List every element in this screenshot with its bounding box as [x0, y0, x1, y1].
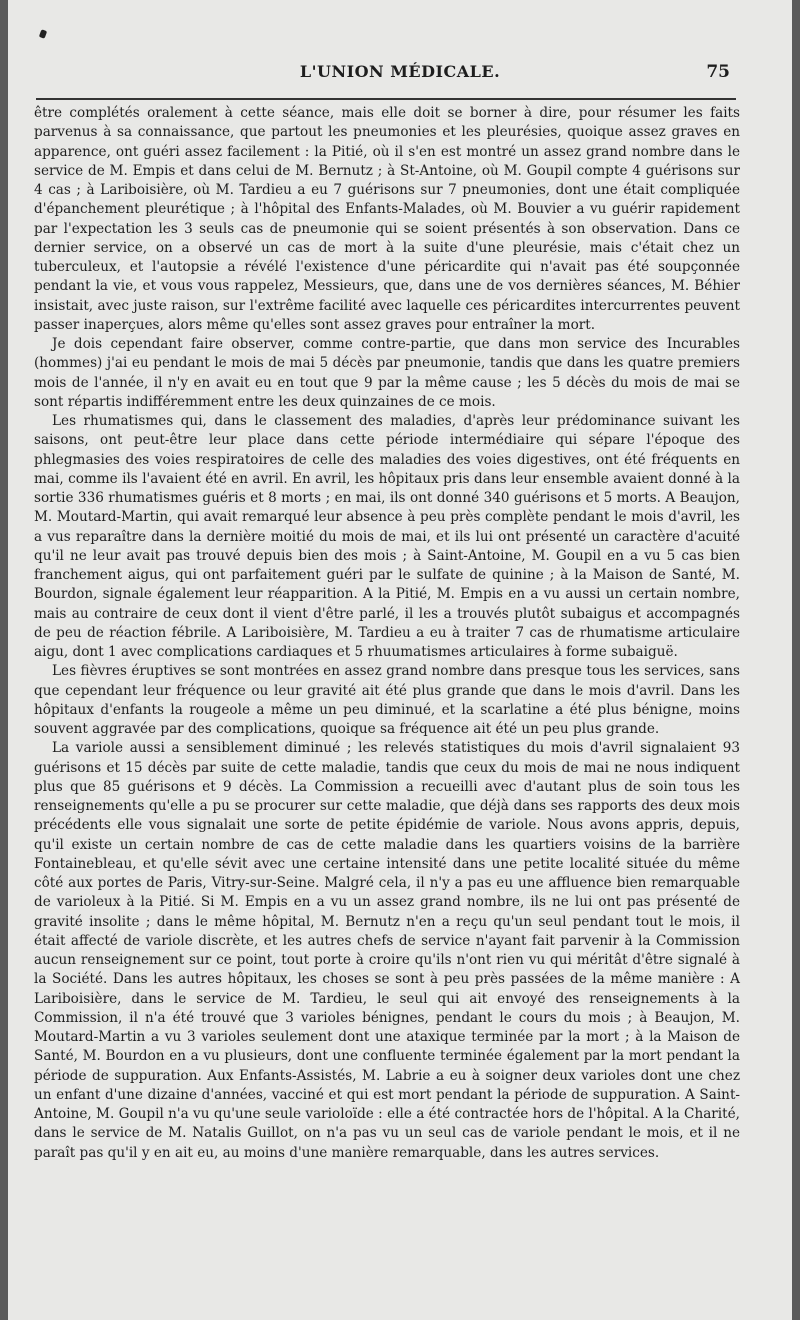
- book-page: [8, 0, 792, 1320]
- paragraph-fievres-eruptives: Les fièvres éruptives se sont montrées en assez grand nombre dans presque tous les services, sans que cependant leur fréquence ou leur gravité ait été plus grande que dans le mois d'avril. Dans les hôpitaux d'enfants la rougeole a même un peu diminué, et la scarlatine a été plus bénigne, moins souvent aggravée par des complications, quoique sa fréquence ait été un peu plus grande.: [34, 663, 740, 737]
- paragraph-rhumatismes: Les rhumatismes qui, dans le classement des maladies, d'après leur prédominance suivant les saisons, ont peut-être leur place dans cette période intermédiaire qui sépare l'époque des phlegmasies des voies respiratoires de celle des maladies des voies digestives, ont été fréquents en mai, comme ils l'avaient été en avril. En avril, les hôpitaux pris dans leur ensemble avaient donné à la sortie 336 rhumatismes guéris et 8 morts ; en mai, ils ont donné 340 guérisons et 5 morts. A Beaujon, M. Moutard-Martin, qui avait remarqué leur absence à peu près complète pendant le mois d'avril, les a vus reparaître dans la dernière moitié du mois de mai, et ils lui ont présenté un caractère d'acuité qu'il ne leur avait pas trouvé depuis bien des mois ; à Saint-Antoine, M. Goupil en a vu 5 cas bien franchement aigus, qui ont parfaitement guéri par le sulfate de quinine ; à la Maison de Santé, M. Bourdon, signale également leur réapparition. A la Pitié, M. Empis en a vu aussi un certain nombre, mais au contraire de ceux dont il vient d'être parlé, il les a trouvés plutôt subaigus et accompagnés de peu de réaction fébrile. A Lariboisière, M. Tardieu a eu à traiter 7 cas de rhumatisme articulaire aigu, dont 1 avec complications cardiaques et 5 rhuumatismes articulaires à forme subaiguë.: [34, 413, 740, 660]
- body-text: [34, 104, 740, 1163]
- ink-blot-mark: [39, 29, 47, 39]
- paragraph-pneumonies: être complétés oralement à cette séance, mais elle doit se borner à dire, pour résumer les faits parvenus à sa connaissance, que partout les pneumonies et les pleurésies, quoique assez graves en apparence, ont guéri assez facilement : la Pitié, où il s'en est montré un assez grand nombre dans le service de M. Empis et dans celui de M. Bernutz ; à St-Antoine, où M. Goupil compte 4 guérisons sur 4 cas ; à Lariboisière, où M. Tardieu a eu 7 guérisons sur 7 pneumonies, dont une était compliquée d'épanchement pleurétique ; à l'hôpital des Enfants-Malades, où M. Bouvier a vu guérir rapidement par l'expectation les 3 seuls cas de pneumonie qui se soient présentés à son observation. Dans ce dernier service, on a observé un cas de mort à la suite d'une pleurésie, mais c'était chez un tuberculeux, et l'autopsie a révélé l'existence d'une péricardite qui n'avait pas été soupçonnée pendant la vie, et vous vous rappelez, Messieurs, que, dans une de vos dernières séances, M. Béhier insistait, avec juste raison, sur l'extrême facilité avec laquelle ces péricardites intercurrentes peuvent passer inaperçues, alors même qu'elles sont assez graves pour entraîner la mort.: [34, 105, 740, 333]
- header-rule: [36, 98, 736, 100]
- page-header: [8, 62, 792, 88]
- running-title: L'UNION MÉDICALE.: [299, 62, 501, 81]
- paragraph-incurables: Je dois cependant faire observer, comme contre-partie, que dans mon service des Incurables (hommes) j'ai eu pendant le mois de mai 5 décès par pneumonie, tandis que dans les quatre premiers mois de l'année, il n'y en avait eu en tout que 9 par la même cause ; les 5 décès du mois de mai se sont répartis indifféremment entre les deux quinzaines de ce mois.: [34, 336, 740, 410]
- page-number: 75: [706, 62, 730, 82]
- paragraph-variole: La variole aussi a sensiblement diminué ; les relevés statistiques du mois d'avril signalaient 93 guérisons et 15 décès par suite de cette maladie, tandis que ceux du mois de mai ne nous indiquent plus que 85 guérisons et 9 décès. La Commission a recueilli avec d'autant plus de soin tous les renseignements qu'elle a pu se procurer sur cette maladie, que déjà dans ses rapports des deux mois précédents elle vous signalait une sorte de petite épidémie de variole. Nous avons appris, depuis, qu'il existe un certain nombre de cas de cette maladie dans les quartiers voisins de la barrière Fontainebleau, et qu'elle sévit avec une certaine intensité dans une petite localité située du même côté aux portes de Paris, Vitry-sur-Seine. Malgré cela, il n'y a pas eu une affluence bien remarquable de varioleux à la Pitié. Si M. Empis en a vu un assez grand nombre, ils ne lui ont pas présenté de gravité insolite ; dans le même hôpital, M. Bernutz n'en a reçu qu'un seul pendant tout le mois, il était affecté de variole discrète, et les autres chefs de service n'ayant fait parvenir à la Commission aucun renseignement sur ce point, tout porte à croire qu'ils n'ont rien vu qui méritât d'être signalé à la Société. Dans les autres hôpitaux, les choses se sont à peu près passées de la même manière : A Lariboisière, dans le service de M. Tardieu, le seul qui ait envoyé des renseignements à la Commission, il n'a été trouvé que 3 varioles bénignes, pendant le cours du mois ; à Beaujon, M. Moutard-Martin a vu 3 varioles seulement dont une ataxique terminée par la mort ; à la Maison de Santé, M. Bourdon en a vu plusieurs, dont une confluente terminée également par la mort pendant la période de suppuration. Aux Enfants-Assistés, M. Labrie a eu à soigner deux varioles dont une chez un enfant d'une dizaine d'années, vacciné et qui est mort pendant la période de suppuration. A Saint-Antoine, M. Goupil n'a vu qu'une seule varioloïde : elle a été contractée hors de l'hôpital. A la Charité, dans le service de M. Natalis Guillot, on n'a pas vu un seul cas de variole pendant le mois, et il ne paraît pas qu'il y en ait eu, au moins d'une manière remarquable, dans les autres services.: [34, 740, 740, 1161]
